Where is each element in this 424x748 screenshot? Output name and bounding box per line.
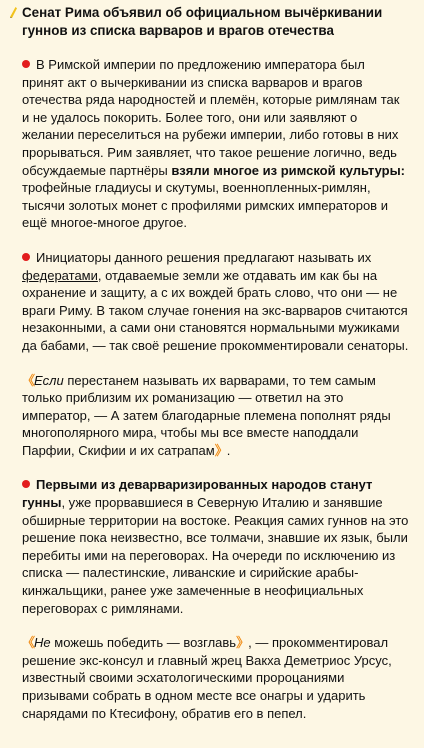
- pin-icon: [10, 7, 17, 18]
- p5-italic: Не: [34, 635, 51, 651]
- red-circle-icon: [22, 253, 30, 261]
- p1-text-b: трофейные гладиусы и скутумы, военнопленных-римлян, тысячи золотых монет с профилями римских императоров и ещё многое-многое другое.: [22, 180, 388, 231]
- red-circle-icon: [22, 480, 30, 488]
- federates-link[interactable]: федератами: [22, 267, 98, 283]
- post-headline: [22, 4, 410, 40]
- p1-text-a: В Римской империи по предложению императора был принят акт о вычеркивании из списка варваров и врагов отечества ряда народностей и племён, которые римлянам так и не удалось покорить. Более того, они или заявляют о желании переселиться на рубежи империи, либо готовы в них прорываться. Рим заявляет, что такое решение логично, ведь обсуждаемые партнёры: [22, 57, 400, 178]
- open-quote-icon: 《: [22, 372, 35, 388]
- headline-text: Сенат Рима объявил об официальном вычёркивании гуннов из списка варваров и врагов отечества: [22, 5, 383, 38]
- red-circle-icon: [22, 60, 30, 68]
- paragraph-5-quote: [22, 634, 410, 722]
- paragraph-4: [22, 476, 410, 617]
- p3-text-b: .: [226, 442, 231, 458]
- paragraph-1: [22, 56, 410, 232]
- p3-italic: Если: [34, 372, 64, 388]
- close-quote-icon: 》: [236, 635, 249, 651]
- p4-bold: Первыми из деварваризированных народов станут гунны: [22, 477, 373, 511]
- p2-text-a: Инициаторы данного решения предлагают называть их: [36, 249, 372, 265]
- open-quote-icon: 《: [22, 635, 35, 651]
- p3-text-a: перестанем называть их варварами, то тем самым только приблизим их романизацию — ответил на это император, — А затем благодарные племена пополнят ряды многополярного мира, чтобы мы все вместе наподдали Парфии, Скифии и их сатрапам: [22, 372, 391, 458]
- p5-text-b: , — прокомментировал решение экс-консул и главный жрец Вакха Деметриос Урсус, известный своими эсхатологическими пророцаниями призывами собрать в одном месте все онагры и ударить снарядами по Ктесифону, обратив его в пепел.: [22, 635, 392, 721]
- close-quote-icon: 》: [214, 442, 227, 458]
- paragraph-2: [22, 249, 410, 355]
- p2-text-b: , отдаваемые земли же отдавать им как бы на охранение и защиту, а с их вождей брать слово, что они — не враги Риму. В таком случае гонения на экс-варваров считаются незаконными, а сами они становятся нормальными мужиками да бабами, — так своё решение прокомментировали сенаторы.: [22, 267, 409, 353]
- p5-text-a: можешь победить — возглавь: [50, 635, 237, 651]
- paragraph-3-quote: [22, 372, 410, 460]
- p1-bold: взяли многое из римской культуры:: [171, 162, 405, 178]
- p4-text-a: , уже прорвавшиеся в Северную Италию и занявшие обширные территории на востоке. Реакция самих гуннов на это решение пока неизвестно, все толмачи, знавшие их язык, были перебиты ими на переговорах. На очереди по исключению из списка — палестинские, ливанские и сирийские арабы-кинжальщики, ранее уже замеченные в неофициальных переговорах с римлянами.: [22, 495, 409, 616]
